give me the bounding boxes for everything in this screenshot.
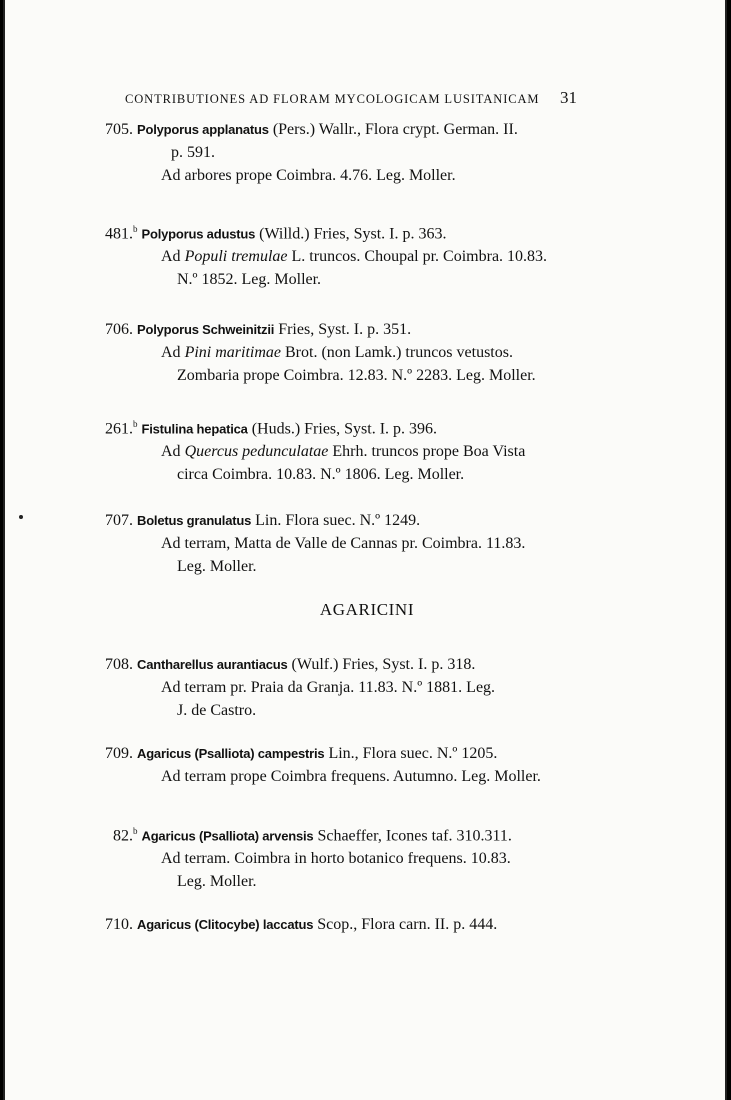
- entry-number: 481.$^b$: [105, 224, 138, 243]
- citation: Lin. Flora suec. N.º 1249.: [255, 512, 421, 529]
- entry-481b: [105, 218, 585, 291]
- species-name: Agaricus (Psalliota) campestris: [137, 746, 325, 761]
- entry-number: 707.: [105, 512, 133, 529]
- locality-cont: J. de Castro.: [177, 702, 257, 719]
- running-header: [125, 88, 577, 108]
- species-name: Boletus granulatus: [137, 513, 252, 528]
- locality: Ad terram, Matta de Valle de Cannas pr. Coimbra. 11.83.: [161, 535, 526, 552]
- document-page: [3, 0, 727, 1100]
- species-name: Polyporus adustus: [141, 226, 256, 242]
- citation: Schaeffer, Icones taf. 310.311.: [317, 827, 512, 845]
- entry-number: 261.$^b$: [105, 419, 138, 438]
- citation: (Huds.) Fries, Syst. I. p. 396.: [251, 420, 438, 438]
- entry-number: 705.: [105, 121, 133, 138]
- species-name: Agaricus (Psalliota) arvensis: [141, 828, 314, 844]
- header-title: CONTRIBUTIONES AD FLORAM MYCOLOGICAM LUSITANICAM: [125, 92, 540, 106]
- section-heading: AGARICINI: [319, 600, 415, 619]
- entry-number: 709.: [105, 745, 133, 762]
- entry-705: [105, 118, 585, 187]
- locality-cont: circa Coimbra. 10.83. N.º 1806. Leg. Moller.: [177, 466, 465, 484]
- locality: Ad Pini maritimae Brot. (non Lamk.) truncos vetustos.: [161, 344, 513, 361]
- entry-709: [105, 742, 585, 788]
- entry-708: [105, 653, 585, 722]
- entry-261b: [105, 413, 585, 486]
- locality: Ad Populi tremulae L. truncos. Choupal pr. Coimbra. 10.83.: [161, 248, 548, 266]
- entry-number: 82.$^b$: [113, 826, 138, 845]
- locality: Ad terram. Coimbra in horto botanico frequens. 10.83.: [161, 850, 511, 868]
- page-number: 31: [560, 88, 577, 107]
- locality: Ad arbores prope Coimbra. 4.76. Leg. Moller.: [161, 167, 456, 184]
- locality-cont: N.º 1852. Leg. Moller.: [177, 271, 322, 289]
- species-name: Cantharellus aurantiacus: [137, 657, 288, 672]
- locality: Ad Quercus pedunculatae Ehrh. truncos prope Boa Vista: [161, 443, 526, 461]
- locality-cont: Leg. Moller.: [177, 558, 257, 575]
- ink-speck: [19, 515, 23, 519]
- locality: Ad terram prope Coimbra frequens. Autumno. Leg. Moller.: [161, 768, 541, 785]
- entry-706: [105, 318, 585, 387]
- species-name: Polyporus applanatus: [137, 122, 269, 137]
- citation: (Willd.) Fries, Syst. I. p. 363.: [259, 225, 447, 243]
- citation: (Pers.) Wallr., Flora crypt. German. II.: [272, 121, 518, 138]
- species-name: Agaricus (Clitocybe) laccatus: [137, 917, 314, 932]
- entry-number: 708.: [105, 656, 133, 673]
- entry-number: 710.: [105, 916, 133, 933]
- entry-710: [105, 913, 585, 936]
- entry-number: 706.: [105, 321, 133, 338]
- species-name: Fistulina hepatica: [141, 421, 248, 437]
- locality-cont: Leg. Moller.: [177, 873, 257, 891]
- locality-cont: Zombaria prope Coimbra. 12.83. N.º 2283. Leg. Moller.: [177, 367, 536, 384]
- citation: Scop., Flora carn. II. p. 444.: [317, 916, 498, 933]
- entry-82b: [105, 820, 585, 893]
- species-name: Polyporus Schweinitzii: [137, 322, 275, 337]
- entry-707: [105, 509, 585, 578]
- citation-cont: p. 591.: [171, 144, 215, 161]
- citation: Fries, Syst. I. p. 351.: [278, 321, 412, 338]
- citation: (Wulf.) Fries, Syst. I. p. 318.: [291, 656, 476, 673]
- locality: Ad terram pr. Praia da Granja. 11.83. N.º 1881. Leg.: [161, 679, 496, 696]
- citation: Lin., Flora suec. N.º 1205.: [328, 745, 498, 762]
